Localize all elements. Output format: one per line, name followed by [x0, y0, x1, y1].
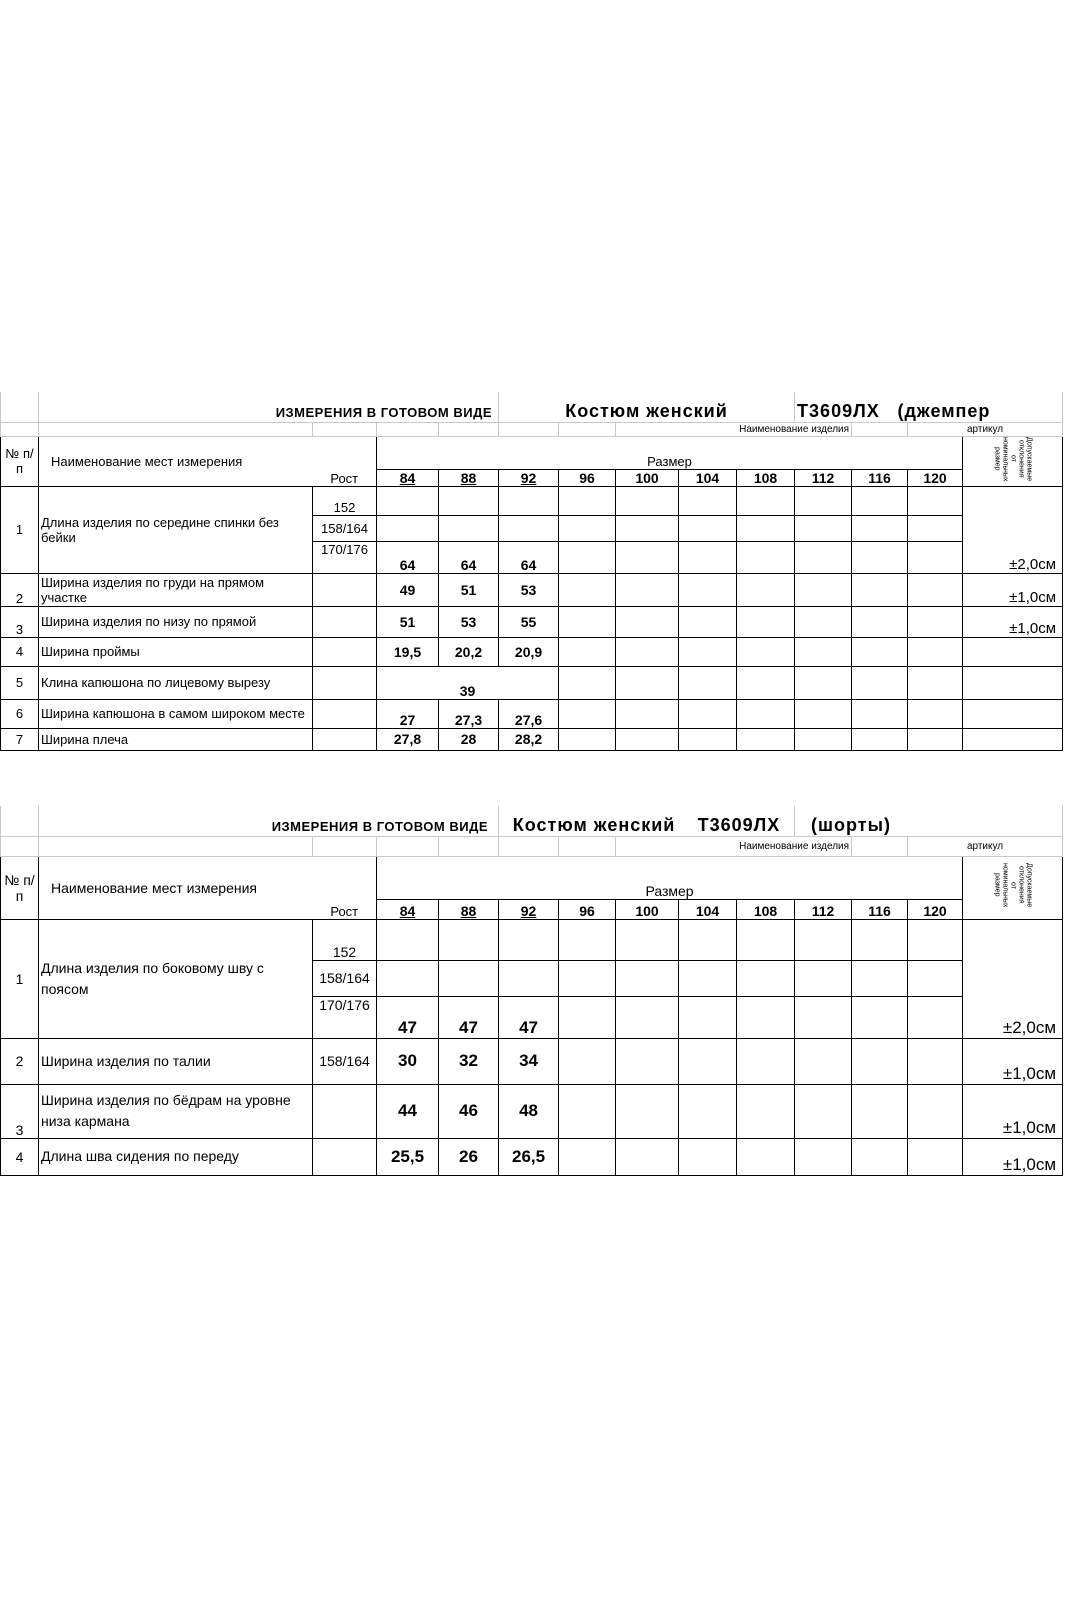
table-row: 3 Ширина изделия по бёдрам на уровне низа кармана 44 46 48 ±1,0см	[1, 1084, 1063, 1138]
value-cell: 64	[499, 541, 559, 573]
header-number: № п/п	[1, 436, 39, 486]
header-rost: Рост	[313, 436, 377, 486]
size-88: 88	[460, 469, 477, 486]
value-cell: 64	[377, 541, 439, 573]
value-cell: 48	[499, 1084, 559, 1138]
table-row: 4 Длина шва сидения по переду 25,5 26 26,5 ±1,0см	[1, 1138, 1063, 1175]
value-cell: 30	[377, 1038, 439, 1084]
size-96: 96	[559, 469, 616, 486]
row-name: Длина изделия по боковому шву с поясом	[39, 919, 313, 1038]
header-tolerance: Допускаемые отклонения от номинальных размер	[963, 436, 1063, 486]
table-row: 2 Ширина изделия по груди на прямом участке 49 51 53 ±1,0см	[1, 573, 1063, 606]
table-row: 3 Ширина изделия по низу по прямой 51 53 55 ±1,0см	[1, 606, 1063, 637]
table-row: 7 Ширина плеча 27,8 28 28,2	[1, 728, 1063, 750]
height-value: 170/176	[313, 996, 377, 1038]
size-120: 120	[908, 469, 963, 486]
height-value: 158/164	[313, 960, 377, 996]
header-measure-place: Наименование мест измерения	[39, 856, 313, 919]
product-name-label: Наименование изделия	[616, 422, 852, 436]
size-96: 96	[559, 899, 616, 919]
size-108: 108	[737, 469, 795, 486]
tolerance-value: ±1,0см	[963, 573, 1063, 606]
product-title: Костюм женский	[565, 400, 728, 421]
tolerance-value	[963, 666, 1063, 699]
value-cell: 28,2	[499, 728, 559, 750]
value-cell: 51	[439, 573, 499, 606]
tolerance-value	[963, 637, 1063, 666]
row-name: Ширина капюшона в самом широком месте	[39, 699, 313, 728]
table-row: 1 Длина изделия по середине спинки без бейки 152 ±2,0см	[1, 486, 1063, 515]
value-cell: 20,2	[439, 637, 499, 666]
row-name: Ширина изделия по груди на прямом участке	[39, 573, 313, 606]
value-cell: 55	[499, 606, 559, 637]
value-cell: 32	[439, 1038, 499, 1084]
size-108: 108	[737, 899, 795, 919]
header-number: № п/п	[1, 856, 39, 919]
row-name: Клина капюшона по лицевому вырезу	[39, 666, 313, 699]
size-84: 84	[399, 469, 416, 486]
height-value: 158/164	[313, 1038, 377, 1084]
table-row: 5 Клина капюшона по лицевому вырезу 39	[1, 666, 1063, 699]
size-92: 92	[520, 902, 537, 919]
tolerance-value	[963, 699, 1063, 728]
size-120: 120	[908, 899, 963, 919]
article-label: артикул	[908, 836, 1063, 856]
size-100: 100	[616, 899, 679, 919]
article-label: артикул	[908, 422, 1063, 436]
tolerance-value: ±1,0см	[963, 1084, 1063, 1138]
value-cell: 47	[439, 996, 499, 1038]
row-name: Ширина изделия по низу по прямой	[39, 606, 313, 637]
size-112: 112	[795, 469, 852, 486]
size-88: 88	[460, 902, 477, 919]
size-84: 84	[399, 902, 416, 919]
height-value: 152	[313, 919, 377, 960]
measurement-table-shorts	[0, 806, 1062, 1176]
height-value: 158/164	[313, 515, 377, 541]
value-cell: 53	[499, 573, 559, 606]
value-cell: 19,5	[377, 637, 439, 666]
size-104: 104	[679, 469, 737, 486]
value-cell: 44	[377, 1084, 439, 1138]
value-cell: 53	[439, 606, 499, 637]
table-row: 6 Ширина капюшона в самом широком месте 27 27,3 27,6	[1, 699, 1063, 728]
header-size: Размер	[377, 436, 963, 469]
size-104: 104	[679, 899, 737, 919]
article-title: Т3609ЛХ	[697, 814, 781, 835]
row-name: Ширина проймы	[39, 637, 313, 666]
value-cell: 49	[377, 573, 439, 606]
value-cell: 47	[499, 996, 559, 1038]
size-100: 100	[616, 469, 679, 486]
header-tolerance: Допускаемые отклонения от номинальных размер	[963, 856, 1063, 919]
row-name: Ширина изделия по талии	[39, 1038, 313, 1084]
value-cell: 28	[439, 728, 499, 750]
product-title: Костюм женский	[512, 814, 676, 835]
table-row: 2 Ширина изделия по талии 158/164 30 32 34 ±1,0см	[1, 1038, 1063, 1084]
product-kind: (шорты)	[811, 814, 891, 835]
product-kind: (джемпер	[897, 400, 991, 421]
tolerance-value: ±1,0см	[963, 1038, 1063, 1084]
value-cell: 27,8	[377, 728, 439, 750]
value-cell: 27,3	[439, 699, 499, 728]
value-cell: 27,6	[499, 699, 559, 728]
value-cell: 20,9	[499, 637, 559, 666]
row-name: Ширина изделия по бёдрам на уровне низа кармана	[39, 1084, 313, 1138]
merged-value-cell: 39	[377, 666, 559, 699]
value-cell: 46	[439, 1084, 499, 1138]
table-row: 1 Длина изделия по боковому шву с поясом 152 ±2,0см	[1, 919, 1063, 960]
height-value: 170/176	[313, 541, 377, 573]
header-measure-place: Наименование мест измерения	[39, 436, 313, 486]
size-116: 116	[852, 899, 908, 919]
tolerance-value: ±1,0см	[963, 606, 1063, 637]
tolerance-value: ±1,0см	[963, 1138, 1063, 1175]
tolerance-value: ±2,0см	[963, 919, 1063, 1038]
tolerance-value: ±2,0см	[963, 486, 1063, 573]
size-92: 92	[520, 469, 537, 486]
product-name-label: Наименование изделия	[616, 836, 852, 856]
header-rost: Рост	[313, 856, 377, 919]
height-value: 152	[313, 486, 377, 515]
table-row: 4 Ширина проймы 19,5 20,2 20,9	[1, 637, 1063, 666]
value-cell: 51	[377, 606, 439, 637]
header-size: Размер	[377, 856, 963, 899]
value-cell: 25,5	[377, 1138, 439, 1175]
size-116: 116	[852, 469, 908, 486]
row-name: Длина шва сидения по переду	[39, 1138, 313, 1175]
value-cell: 34	[499, 1038, 559, 1084]
tolerance-value	[963, 728, 1063, 750]
measure-title: ИЗМЕРЕНИЯ В ГОТОВОМ ВИДЕ	[275, 404, 493, 420]
value-cell: 47	[377, 996, 439, 1038]
row-name: Длина изделия по середине спинки без бейки	[39, 486, 313, 573]
measurement-table-jumper	[0, 392, 1062, 751]
row-name: Ширина плеча	[39, 728, 313, 750]
value-cell: 26,5	[499, 1138, 559, 1175]
value-cell: 27	[377, 699, 439, 728]
measure-title: ИЗМЕРЕНИЯ В ГОТОВОМ ВИДЕ	[271, 818, 489, 834]
value-cell: 64	[439, 541, 499, 573]
size-112: 112	[795, 899, 852, 919]
value-cell: 26	[439, 1138, 499, 1175]
article-title: Т3609ЛХ	[797, 400, 880, 421]
